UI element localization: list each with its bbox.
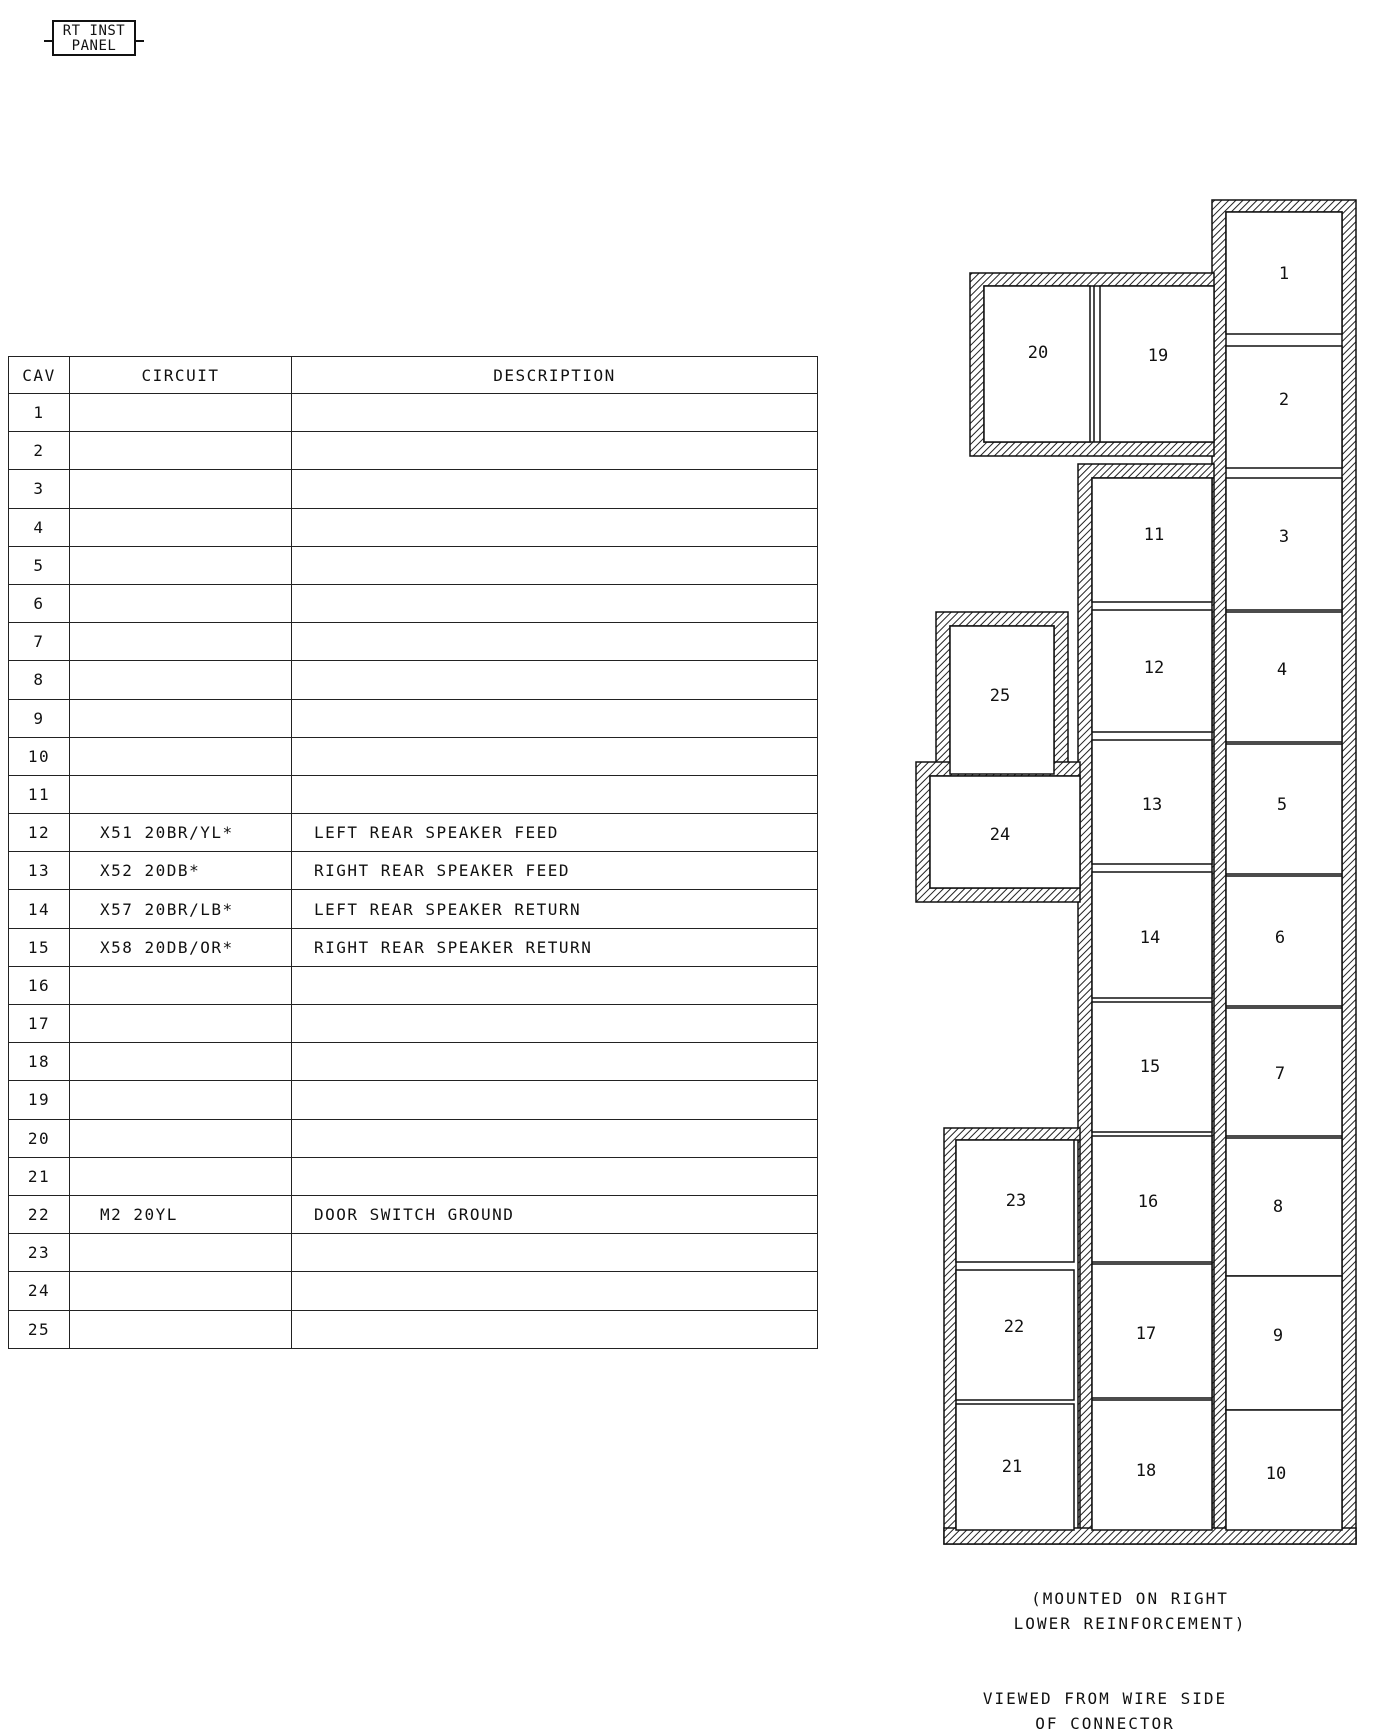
- cav-cell: 14: [9, 890, 70, 928]
- cav-cell: 8: [9, 661, 70, 699]
- cavity-number: 19: [1147, 346, 1169, 366]
- description-cell: LEFT REAR SPEAKER RETURN: [292, 890, 818, 928]
- cav-cell: 10: [9, 737, 70, 775]
- cav-cell: 2: [9, 432, 70, 470]
- cavity-number: 4: [1276, 660, 1288, 680]
- cavity-number: 6: [1274, 928, 1286, 948]
- cavity-number: 23: [1005, 1191, 1027, 1211]
- circuit-cell: X51 20BR/YL*: [70, 814, 292, 852]
- mounting-note-line2: LOWER REINFORCEMENT): [1013, 1614, 1247, 1633]
- circuit-cell: X52 20DB*: [70, 852, 292, 890]
- cavity-number: 5: [1276, 795, 1288, 815]
- cavity-number: 15: [1139, 1057, 1161, 1077]
- cav-cell: 20: [9, 1119, 70, 1157]
- description-cell: RIGHT REAR SPEAKER RETURN: [292, 928, 818, 966]
- cavity-8-cell: [1226, 1138, 1342, 1276]
- cav-cell: 24: [9, 1272, 70, 1310]
- header-cav: CAV: [9, 357, 70, 394]
- cav-cell: 4: [9, 508, 70, 546]
- cav-cell: 12: [9, 814, 70, 852]
- cav-cell: 16: [9, 966, 70, 1004]
- cavity-number: 16: [1137, 1192, 1159, 1212]
- cavity-number: 8: [1272, 1197, 1284, 1217]
- mounting-note-line1: (MOUNTED ON RIGHT: [1031, 1589, 1229, 1608]
- header-circuit: CIRCUIT: [70, 357, 292, 394]
- circuit-cell: X58 20DB/OR*: [70, 928, 292, 966]
- circuit-cell: M2 20YL: [70, 1195, 292, 1233]
- circuit-cell: X57 20BR/LB*: [70, 890, 292, 928]
- mounting-note: [960, 1586, 1300, 1636]
- cav-cell: 18: [9, 1043, 70, 1081]
- cavity-number: 17: [1135, 1324, 1157, 1344]
- cav-cell: 9: [9, 699, 70, 737]
- cav-cell: 23: [9, 1234, 70, 1272]
- cavity-number: 13: [1141, 795, 1163, 815]
- cav-cell: 15: [9, 928, 70, 966]
- cav-cell: 6: [9, 584, 70, 622]
- description-cell: LEFT REAR SPEAKER FEED: [292, 814, 818, 852]
- cavity-number: 11: [1143, 525, 1165, 545]
- cavity-number: 10: [1265, 1464, 1287, 1484]
- cavity-number: 21: [1001, 1457, 1023, 1477]
- cav-cell: 3: [9, 470, 70, 508]
- view-note: [935, 1686, 1275, 1736]
- cav-cell: 21: [9, 1157, 70, 1195]
- cavity-number: 9: [1272, 1326, 1284, 1346]
- cav-cell: 7: [9, 623, 70, 661]
- cav-cell: 11: [9, 775, 70, 813]
- cavity-number: 24: [989, 825, 1011, 845]
- cavity-number: 18: [1135, 1461, 1157, 1481]
- cavity-number: 3: [1278, 527, 1290, 547]
- location-label-line2: PANEL: [71, 38, 117, 54]
- cav-cell: 22: [9, 1195, 70, 1233]
- cav-cell: 1: [9, 394, 70, 432]
- location-label-line1: RT INST: [62, 23, 126, 39]
- cavity-number: 20: [1027, 343, 1049, 363]
- cav-cell: 25: [9, 1310, 70, 1348]
- cavity-number: 14: [1139, 928, 1161, 948]
- cavity-number: 2: [1278, 390, 1290, 410]
- cavity-number: 22: [1003, 1317, 1025, 1337]
- cavity-number: 12: [1143, 658, 1165, 678]
- cav-cell: 13: [9, 852, 70, 890]
- header-description: DESCRIPTION: [292, 357, 818, 394]
- cavity-number: 7: [1274, 1064, 1286, 1084]
- cavity-20-cell: [984, 286, 1090, 442]
- cav-cell: 17: [9, 1005, 70, 1043]
- view-note-line2: OF CONNECTOR: [1035, 1714, 1175, 1733]
- cav-cell: 5: [9, 546, 70, 584]
- description-cell: DOOR SWITCH GROUND: [292, 1195, 818, 1233]
- view-note-line1: VIEWED FROM WIRE SIDE: [982, 1689, 1228, 1708]
- cavity-number: 1: [1278, 264, 1290, 284]
- cavity-9-cell: [1226, 1276, 1342, 1410]
- description-cell: RIGHT REAR SPEAKER FEED: [292, 852, 818, 890]
- cav-cell: 19: [9, 1081, 70, 1119]
- cavity-number: 25: [989, 686, 1011, 706]
